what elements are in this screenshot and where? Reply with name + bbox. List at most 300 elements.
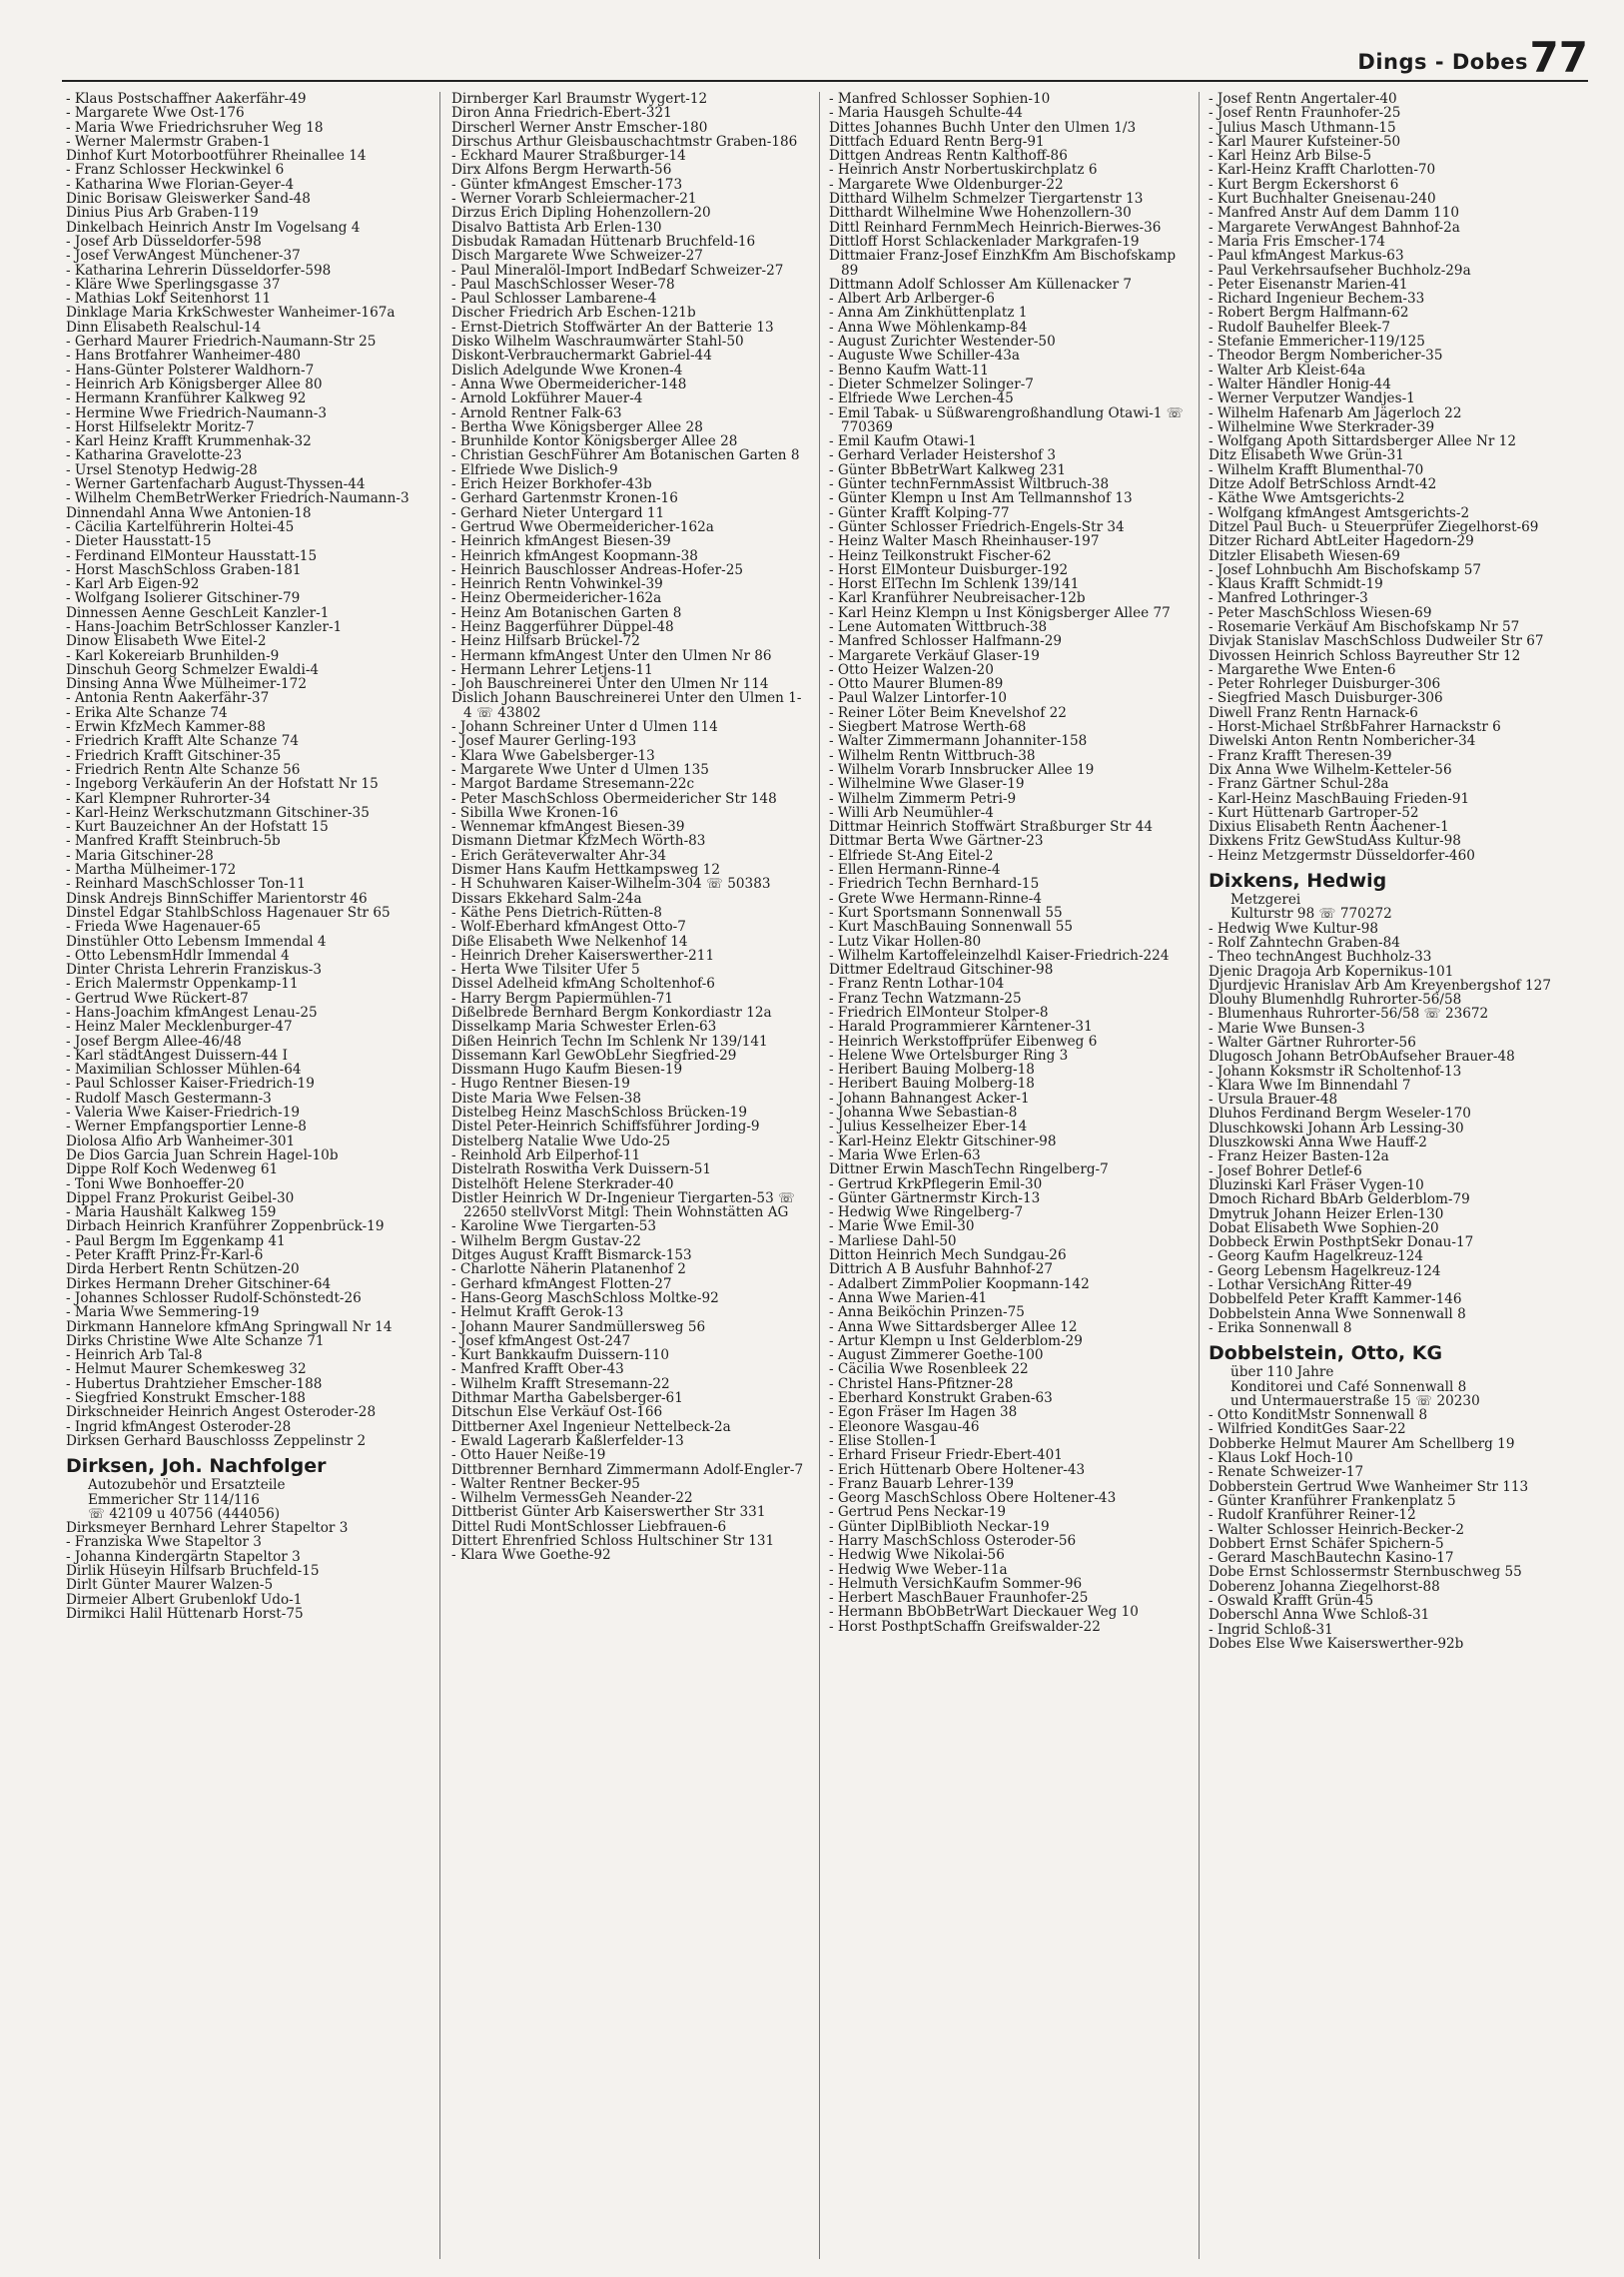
directory-entry: - Heribert Bauing Molberg-18 — [829, 1062, 1035, 1079]
directory-entry: - Margarete Wwe Unter d Ulmen 135 — [451, 761, 709, 778]
directory-entry: Dittes Johannes Buchh Unter den Ulmen 1/3 — [829, 119, 1137, 136]
directory-entry: - Margot Bardame Stresemann-22c — [451, 776, 695, 793]
directory-entry: Dissemann Karl GewObLehr Siegfried-29 — [451, 1047, 737, 1064]
directory-entry: Dirlt Günter Maurer Walzen-5 — [66, 1577, 274, 1594]
directory-entry: und Untermauerstraße 15 ☏ 20230 — [1230, 1392, 1480, 1409]
directory-entry: - Manfred Schlosser Sophien-10 — [829, 92, 1051, 107]
directory-entry: - Franz Krafft Theresen-39 — [1209, 747, 1392, 764]
column-divider — [1199, 92, 1200, 2259]
directory-entry: Dirksmeyer Bernhard Lehrer Stapeltor 3 — [66, 1520, 349, 1537]
directory-entry: - Robert Bergm Halfmann-62 — [1209, 305, 1409, 322]
directory-entry: - Rudolf Masch Gestermann-3 — [66, 1090, 272, 1107]
directory-entry: - Margarete Verkäuf Glaser-19 — [829, 647, 1040, 664]
directory-entry: - Marie Wwe Emil-30 — [829, 1218, 975, 1235]
directory-entry: Dinklage Maria KrkSchwester Wanheimer-167a — [66, 305, 396, 322]
directory-entry: - Josef Rentn Fraunhofer-25 — [1209, 105, 1401, 122]
directory-entry: - Werner Verputzer Wandjes-1 — [1209, 390, 1415, 407]
directory-entry: - Marie Wwe Bunsen-3 — [1209, 1020, 1365, 1037]
directory-entry: Dittert Ehrenfried Schloss Hultschiner Str 131 — [451, 1532, 775, 1549]
directory-entry: - Günter technFernmAssist Wiltbruch-38 — [829, 476, 1110, 493]
directory-entry: - Werner Malermstr Graben-1 — [66, 133, 272, 150]
directory-entry: - Brunhilde Kontor Königsberger Allee 28 — [451, 433, 738, 450]
directory-entry: - Franz Techn Watzmann-25 — [829, 990, 1022, 1007]
directory-entry: Dittberner Axel Ingenieur Nettelbeck-2a — [451, 1418, 731, 1435]
directory-entry: Dobberke Helmut Maurer Am Schellberg 19 — [1209, 1435, 1515, 1452]
directory-entry: - Wilhelm Vorarb Innsbrucker Allee 19 — [829, 761, 1095, 778]
directory-entry: - Otto Heizer Walzen-20 — [829, 661, 994, 678]
directory-entry: - Karl-Heinz Krafft Charlotten-70 — [1209, 162, 1436, 179]
directory-entry: - Georg Lebensm Hagelkreuz-124 — [1209, 1262, 1441, 1279]
directory-entry: - Christel Hans-Pfitzner-28 — [829, 1375, 1014, 1392]
directory-entry: - Auguste Wwe Schiller-43a — [829, 348, 1020, 365]
directory-column-4 — [1209, 92, 1564, 2259]
directory-entry: Ditton Heinrich Mech Sundgau-26 — [829, 1247, 1067, 1264]
directory-entry: - Anna Beiköchin Prinzen-75 — [829, 1304, 1025, 1321]
directory-entry: - Horst-Michael StrßbFahrer Harnackstr 6 — [1209, 719, 1501, 736]
directory-entry: Dirschus Arthur Gleisbauschachtmstr Graben-186 — [451, 133, 798, 150]
directory-entry: - Hans-Joachim kfmAngest Lenau-25 — [66, 1005, 318, 1021]
directory-entry: - Heinrich Bauschlosser Andreas-Hofer-25 — [451, 561, 743, 578]
directory-entry: - Wilhelm VermessGeh Neander-22 — [451, 1490, 693, 1507]
directory-entry: - Josef Bohrer Detlef-6 — [1209, 1162, 1362, 1179]
directory-entry: - Wolfgang Isolierer Gitschiner-79 — [66, 590, 301, 607]
directory-entry: - Sibilla Wwe Kronen-16 — [451, 804, 619, 821]
directory-entry: - Wilhelm Zimmerm Petri-9 — [829, 790, 1017, 807]
directory-entry: - Maria Gitschiner-28 — [66, 847, 214, 864]
directory-entry: Dittel Rudi MontSchlosser Liebfrauen-6 — [451, 1518, 727, 1535]
directory-entry: - Helmut Krafft Gerok-13 — [451, 1304, 624, 1321]
directory-entry: - Kurt Bergm Eckershorst 6 — [1209, 176, 1399, 193]
directory-entry: Dithmar Martha Gabelsberger-61 — [451, 1390, 683, 1407]
directory-entry: Djenic Dragoja Arb Kopernikus-101 — [1209, 963, 1454, 980]
directory-entry: - Friedrich Krafft Gitschiner-35 — [66, 747, 282, 764]
directory-entry: - Friedrich Techn Bernhard-15 — [829, 876, 1040, 893]
directory-entry: Disch Margarete Wwe Schweizer-27 — [451, 248, 703, 265]
directory-entry: Dippe Rolf Koch Wedenweg 61 — [66, 1161, 279, 1178]
directory-entry: Dirbach Heinrich Kranführer Zoppenbrück-19 — [66, 1218, 385, 1235]
directory-entry: - Wilfried KonditGes Saar-22 — [1209, 1421, 1406, 1438]
directory-entry: Dlouhy Blumenhdlg Ruhrorter-56/58 — [1209, 992, 1462, 1009]
directory-entry: - Bertha Wwe Königsberger Allee 28 — [451, 418, 703, 435]
directory-entry: - Josef VerwAngest Münchener-37 — [66, 248, 301, 265]
directory-entry: - Friedrich Krafft Alte Schanze 74 — [66, 733, 300, 750]
directory-entry: - Wolfgang kfmAngest Amtsgerichts-2 — [1209, 504, 1470, 521]
directory-entry: - Hans-Günter Polsterer Waldhorn-7 — [66, 362, 315, 379]
directory-entry: Diolosa Alfio Arb Wanheimer-301 — [66, 1133, 296, 1149]
directory-entry: - Georg MaschSchloss Obere Holtener-43 — [829, 1490, 1117, 1507]
directory-entry: Autozubehör und Ersatzteile — [88, 1477, 286, 1494]
directory-entry: - Käthe Pens Dietrich-Rütten-8 — [451, 904, 662, 921]
directory-entry: Dinschuh Georg Schmelzer Ewaldi-4 — [66, 661, 320, 678]
directory-entry: Dluhos Ferdinand Bergm Weseler-170 — [1209, 1106, 1471, 1123]
page-title: Dings - Dobes — [1357, 50, 1528, 74]
directory-entry: - Klaus Krafft Schmidt-19 — [1209, 576, 1383, 593]
directory-entry: - Erhard Friseur Friedr-Ebert-401 — [829, 1447, 1063, 1464]
directory-entry: Dinkelbach Heinrich Anstr Im Vogelsang 4 — [66, 219, 361, 236]
directory-entry: Dißen Heinrich Techn Im Schlenk Nr 139/141 — [451, 1033, 768, 1050]
directory-entry: - Manfred Schlosser Halfmann-29 — [829, 633, 1063, 650]
directory-entry: - Josef Arb Düsseldorfer-598 — [66, 233, 262, 250]
directory-entry: - Anna Wwe Sittardsberger Allee 12 — [829, 1318, 1078, 1335]
directory-entry: - Erwin KfzMech Kammer-88 — [66, 719, 266, 736]
directory-entry: - Hedwig Wwe Ringelberg-7 — [829, 1204, 1024, 1221]
directory-entry: - Walter Schlosser Heinrich-Becker-2 — [1209, 1521, 1464, 1538]
directory-entry: - Heinz Walter Masch Rheinhauser-197 — [829, 533, 1100, 550]
directory-entry: - Heinrich Arb Königsberger Allee 80 — [66, 376, 323, 392]
directory-entry: - Adalbert ZimmPolier Koopmann-142 — [829, 1275, 1090, 1292]
directory-entry: Diste Maria Wwe Felsen-38 — [451, 1090, 642, 1107]
directory-entry: - Manfred Krafft Steinbruch-5b — [66, 833, 281, 850]
directory-entry: - Wilhelmine Wwe Glaser-19 — [829, 776, 1025, 793]
directory-entry: Dinstel Edgar StahlbSchloss Hagenauer Str 65 — [66, 904, 391, 921]
directory-entry: - Klaus Postschaffner Aakerfähr-49 — [66, 92, 307, 107]
directory-entry: - Gertrud Wwe Rückert-87 — [66, 990, 249, 1007]
directory-entry: - Hermann Kranführer Kalkweg 92 — [66, 390, 307, 407]
directory-entry: - Johann Koksmstr iR Scholtenhof-13 — [1209, 1063, 1462, 1080]
directory-entry: Dislich Adelgunde Wwe Kronen-4 — [451, 362, 683, 379]
directory-entry: Dismer Hans Kaufm Hettkampsweg 12 — [451, 862, 720, 879]
directory-entry: - Günter DiplBiblioth Neckar-19 — [829, 1518, 1050, 1535]
directory-entry: Dismann Dietmar KfzMech Wörth-83 — [451, 833, 706, 850]
directory-entry: - Egon Fräser Im Hagen 38 — [829, 1404, 1018, 1421]
directory-entry: - Charlotte Näherin Platanenhof 2 — [451, 1261, 686, 1278]
directory-entry: - Karl-Heinz MaschBauing Frieden-91 — [1209, 790, 1470, 807]
directory-entry: - Christian GeschFührer Am Botanischen Garten 8 — [451, 447, 800, 464]
directory-entry: - Kurt Buchhalter Gneisenau-240 — [1209, 191, 1436, 208]
directory-entry: Dluzinski Karl Fräser Vygen-10 — [1209, 1176, 1424, 1193]
directory-entry: - Johann Bahnangest Acker-1 — [829, 1090, 1030, 1107]
directory-entry: Ditzel Paul Buch- u Steuerprüfer Ziegelhorst-69 — [1209, 518, 1539, 535]
directory-entry: - Wilhelm Krafft Stresemann-22 — [451, 1375, 670, 1392]
directory-entry: - Toni Wwe Bonhoeffer-20 — [66, 1175, 245, 1192]
directory-entry: - Lutz Vikar Hollen-80 — [829, 933, 982, 950]
directory-entry: - Elfriede St-Ang Eitel-2 — [829, 847, 994, 864]
directory-entry: Emmericher Str 114/116 — [88, 1491, 260, 1508]
directory-entry: - Günter Gärtnermstr Kirch-13 — [829, 1189, 1041, 1206]
directory-entry: Dirkmann Hannelore kfmAng Springwall Nr 14 — [66, 1318, 393, 1335]
directory-entry: - Theodor Bergm Nombericher-35 — [1209, 348, 1443, 365]
directory-entry: - Cäcilia Wwe Rosenbleek 22 — [829, 1361, 1029, 1378]
directory-entry: - Lene Automaten Wittbruch-38 — [829, 618, 1048, 635]
directory-entry: Ditschun Else Verkäuf Ost-166 — [451, 1404, 663, 1421]
column-divider — [819, 92, 820, 2259]
directory-entry: Divjak Stanislav MaschSchloss Dudweiler Str 67 — [1209, 633, 1544, 650]
directory-entry: - Günter BbBetrWart Kalkweg 231 — [829, 461, 1066, 478]
directory-entry: - Klaus Lokf Hoch-10 — [1209, 1450, 1353, 1467]
directory-entry: - Wolf-Eberhard kfmAngest Otto-7 — [451, 919, 686, 936]
directory-entry: Dix Anna Wwe Wilhelm-Ketteler-56 — [1209, 761, 1452, 778]
directory-entry: - Frieda Wwe Hagenauer-65 — [66, 919, 262, 936]
directory-entry: - Gerhard Verlader Heistershof 3 — [829, 447, 1056, 464]
directory-entry: - Peter Eisenanstr Marien-41 — [1209, 276, 1408, 293]
directory-entry: - Martha Mülheimer-172 — [66, 862, 237, 879]
directory-entry: - Siegbert Matrose Werth-68 — [829, 719, 1027, 736]
directory-entry: - Heinrich kfmAngest Biesen-39 — [451, 533, 671, 550]
directory-entry: Dittmar Berta Wwe Gärtner-23 — [829, 833, 1044, 850]
directory-entry: Disalvo Battista Arb Erlen-130 — [451, 219, 662, 236]
directory-entry: - Karl Kranführer Neubreisacher-12b — [829, 590, 1086, 607]
directory-entry: - Julius Kesselheizer Eber-14 — [829, 1119, 1028, 1136]
directory-entry: - Wilhelm Rentn Wittbruch-38 — [829, 747, 1036, 764]
directory-entry: Disko Wilhelm Waschraumwärter Stahl-50 — [451, 334, 744, 351]
directory-entry: - Heinz Metzgermstr Düsseldorfer-460 — [1209, 847, 1475, 864]
directory-entry: - Gertrud KrkPflegerin Emil-30 — [829, 1175, 1043, 1192]
directory-entry: Dixkens Fritz GewStudAss Kultur-98 — [1209, 833, 1461, 850]
directory-entry: - Siegfried Konstrukt Emscher-188 — [66, 1390, 306, 1407]
directory-entry: Distelrath Roswitha Verk Duissern-51 — [451, 1161, 712, 1178]
directory-entry: - Werner Empfangsportier Lenne-8 — [66, 1119, 307, 1136]
directory-entry: Dirmeier Albert Grubenlokf Udo-1 — [66, 1591, 303, 1608]
directory-entry: - Wilhelm Kartoffeleinzelhdl Kaiser-Friedrich-224 — [829, 947, 1170, 964]
directory-entry: Dobbeck Erwin PosthptSekr Donau-17 — [1209, 1234, 1474, 1251]
directory-entry: - Emil Tabak- u Süßwarengroßhandlung Otawi-1 ☏ 770369 — [829, 404, 1184, 435]
directory-entry: Ditthardt Wilhelmine Wwe Hohenzollern-30 — [829, 205, 1132, 222]
directory-entry: - Josef Bergm Allee-46/48 — [66, 1033, 242, 1050]
business-listing-heading: Dirksen, Joh. Nachfolger — [66, 1455, 327, 1478]
directory-entry: Discher Friedrich Arb Eschen-121b — [451, 305, 696, 322]
directory-entry: Dinter Christa Lehrerin Franziskus-3 — [66, 962, 322, 979]
directory-entry: - Walter Gärtner Ruhrorter-56 — [1209, 1035, 1416, 1051]
directory-entry: Dinstühler Otto Lebensm Immendal 4 — [66, 933, 327, 950]
directory-entry: - Kurt Bauzeichner An der Hofstatt 15 — [66, 819, 329, 836]
directory-entry: Diße Elisabeth Wwe Nelkenhof 14 — [451, 933, 688, 950]
directory-entry: - Josef kfmAngest Ost-247 — [451, 1332, 631, 1349]
directory-entry: - Stefanie Emmericher-119/125 — [1209, 334, 1425, 351]
directory-entry: - Karl Heinz Krafft Krummenhak-32 — [66, 433, 312, 450]
directory-entry: - Hans-Georg MaschSchloss Moltke-92 — [451, 1289, 719, 1306]
directory-entry: Metzgerei — [1230, 892, 1301, 909]
directory-entry: - Friedrich ElMonteur Stolper-8 — [829, 1005, 1049, 1021]
directory-entry: - Wilhelmine Wwe Sterkrader-39 — [1209, 418, 1435, 435]
directory-entry: - Josef Rentn Angertaler-40 — [1209, 92, 1397, 107]
directory-entry: Disselkamp Maria Schwester Erlen-63 — [451, 1019, 717, 1036]
directory-entry: - Benno Kaufm Watt-11 — [829, 362, 989, 379]
directory-entry: - Heinz Am Botanischen Garten 8 — [451, 604, 682, 621]
directory-entry: Dissel Adelheid kfmAng Scholtenhof-6 — [451, 976, 715, 993]
directory-entry: - Walter Händler Honig-44 — [1209, 376, 1391, 392]
directory-entry: - August Zurichter Westender-50 — [829, 334, 1056, 351]
directory-entry: - Horst ElTechn Im Schlenk 139/141 — [829, 576, 1080, 593]
directory-entry: - Karl-Heinz Werkschutzmann Gitschiner-35 — [66, 804, 370, 821]
directory-entry: Distel Peter-Heinrich Schiffsführer Jording-9 — [451, 1119, 760, 1136]
directory-entry: Diskont-Verbrauchermarkt Gabriel-44 — [451, 348, 712, 365]
directory-entry: - Katharina Wwe Florian-Geyer-4 — [66, 176, 295, 193]
directory-entry: - Heinrich kfmAngest Koopmann-38 — [451, 547, 698, 564]
directory-entry: - Helmut Maurer Schemkesweg 32 — [66, 1361, 307, 1378]
directory-entry: Dobbert Ernst Schäfer Spichern-5 — [1209, 1535, 1444, 1552]
directory-entry: - Erika Alte Schanze 74 — [66, 704, 228, 721]
directory-entry: Ditz Elisabeth Wwe Grün-31 — [1209, 447, 1404, 464]
directory-entry: - Maria Wwe Semmering-19 — [66, 1304, 260, 1321]
directory-entry: - Siegfried Masch Duisburger-306 — [1209, 690, 1443, 707]
directory-entry: - Hans-Joachim BetrSchlosser Kanzler-1 — [66, 618, 343, 635]
directory-entry: Dirzus Erich Dipling Hohenzollern-20 — [451, 205, 711, 222]
directory-entry: - Wilhelm ChemBetrWerker Friedrich-Naumann-3 — [66, 490, 409, 507]
directory-entry: - Lothar VersichAng Ritter-49 — [1209, 1277, 1412, 1294]
directory-entry: - Julius Masch Uthmann-15 — [1209, 119, 1396, 136]
directory-entry: Dmoch Richard BbArb Gelderblom-79 — [1209, 1191, 1470, 1208]
directory-entry: Dinnessen Aenne GeschLeit Kanzler-1 — [66, 604, 330, 621]
directory-entry: - Kurt Bankkaufm Duissern-110 — [451, 1347, 670, 1364]
directory-entry: Diwell Franz Rentn Harnack-6 — [1209, 704, 1418, 721]
directory-entry: Dittgen Andreas Rentn Kalthoff-86 — [829, 148, 1068, 165]
directory-entry: - Josef Maurer Gerling-193 — [451, 733, 637, 750]
directory-entry: Dirnberger Karl Braumstr Wygert-12 — [451, 92, 708, 107]
directory-column-2 — [451, 92, 807, 2259]
directory-entry: Divossen Heinrich Schloss Bayreuther Str 12 — [1209, 647, 1521, 664]
directory-entry: - Otto KonditMstr Sonnenwall 8 — [1209, 1407, 1428, 1424]
directory-entry: - Kurt MaschBauing Sonnenwall 55 — [829, 919, 1074, 936]
directory-entry: - Klara Wwe Goethe-92 — [451, 1547, 611, 1564]
directory-entry: Dissmann Hugo Kaufm Biesen-19 — [451, 1062, 683, 1079]
directory-entry: - Karoline Wwe Tiergarten-53 — [451, 1218, 657, 1235]
directory-entry: - Ferdinand ElMonteur Hausstatt-15 — [66, 547, 318, 564]
directory-entry: Dobat Elisabeth Wwe Sophien-20 — [1209, 1219, 1439, 1236]
directory-entry: - Reinhard MaschSchlosser Ton-11 — [66, 876, 306, 893]
directory-entry: - August Zimmerer Goethe-100 — [829, 1347, 1044, 1364]
directory-entry: - Karl städtAngest Duissern-44 I — [66, 1047, 288, 1064]
directory-entry: - Elfriede Wwe Lerchen-45 — [829, 390, 1014, 407]
directory-entry: Dirx Alfons Bergm Herwarth-56 — [451, 162, 672, 179]
directory-entry: - Margarethe Wwe Enten-6 — [1209, 661, 1396, 678]
directory-entry: Dirlik Hüseyin Hilfsarb Bruchfeld-15 — [66, 1562, 320, 1579]
directory-entry: Dinsk Andrejs BinnSchiffer Marientorstr 46 — [66, 890, 368, 907]
directory-entry: - Reinhold Arb Eilperhof-11 — [451, 1146, 641, 1163]
directory-entry: Dmytruk Johann Heizer Erlen-130 — [1209, 1205, 1444, 1222]
directory-entry: Ditze Adolf BetrSchloss Arndt-42 — [1209, 476, 1437, 493]
directory-entry: - Otto LebensmHdlr Immendal 4 — [66, 947, 290, 964]
directory-entry: - Paul Schlosser Kaiser-Friedrich-19 — [66, 1076, 315, 1093]
directory-entry: - Karl Heinz Arb Bilse-5 — [1209, 148, 1372, 165]
directory-entry: - Harry Bergm Papiermühlen-71 — [451, 990, 673, 1007]
directory-entry: - Paul Mineralöl-Import IndBedarf Schweizer-27 — [451, 262, 784, 279]
directory-entry: - Arnold Lokführer Mauer-4 — [451, 390, 643, 407]
directory-entry: - Wilhelm Hafenarb Am Jägerloch 22 — [1209, 404, 1462, 421]
directory-entry: Dittbrenner Bernhard Zimmermann Adolf-Engler-7 — [451, 1461, 804, 1478]
directory-entry: Djurdjevic Hranislav Arb Am Kreyenbergshof 127 — [1209, 977, 1551, 994]
directory-entry: Dittberist Günter Arb Kaiserswerther Str 331 — [451, 1504, 766, 1521]
directory-entry: - Gerhard Gartenmstr Kronen-16 — [451, 490, 678, 507]
directory-entry: Dobes Else Wwe Kaiserswerther-92b — [1209, 1635, 1464, 1652]
directory-entry: - Rudolf Bauhelfer Bleek-7 — [1209, 319, 1391, 336]
page-number: 77 — [1529, 33, 1588, 82]
directory-entry: - Antonia Rentn Aakerfähr-37 — [66, 690, 270, 707]
directory-entry: Dittner Erwin MaschTechn Ringelberg-7 — [829, 1161, 1109, 1178]
directory-entry: - Heinrich Werkstoffprüfer Eibenweg 6 — [829, 1033, 1098, 1050]
directory-entry: - Maria Hausgeh Schulte-44 — [829, 105, 1023, 122]
directory-entry: - Heinz Maler Mecklenburger-47 — [66, 1019, 293, 1036]
directory-entry: - Eleonore Wasgau-46 — [829, 1418, 980, 1435]
directory-entry: - Paul Verkehrsaufseher Buchholz-29a — [1209, 262, 1471, 279]
directory-entry: - Maria Haushält Kalkweg 159 — [66, 1204, 277, 1221]
directory-entry: - Anna Wwe Marien-41 — [829, 1289, 988, 1306]
directory-entry: - H Schuhwaren Kaiser-Wilhelm-304 ☏ 50383 — [451, 876, 771, 893]
directory-entry: Dißelbrede Bernhard Bergm Konkordiastr 12a — [451, 1005, 772, 1021]
business-listing-heading: Dobbelstein, Otto, KG — [1209, 1342, 1443, 1365]
directory-entry: - Emil Kaufm Otawi-1 — [829, 433, 977, 450]
directory-entry: Dixius Elisabeth Rentn Aachener-1 — [1209, 819, 1449, 836]
directory-entry: - Hugo Rentner Biesen-19 — [451, 1076, 630, 1093]
directory-column-1 — [66, 92, 421, 2259]
directory-entry: - Anna Wwe Möhlenkamp-84 — [829, 319, 1028, 336]
directory-entry: - Herbert MaschBauer Fraunhofer-25 — [829, 1590, 1089, 1607]
directory-entry: - Karl Arb Eigen-92 — [66, 576, 200, 593]
directory-entry: - Reiner Löter Beim Knevelshof 22 — [829, 704, 1067, 721]
directory-entry: - Karl Klempner Ruhrorter-34 — [66, 790, 271, 807]
directory-entry: - Heinz Hilfsarb Brückel-72 — [451, 633, 640, 650]
directory-entry: - Gertrud Pens Neckar-19 — [829, 1504, 1006, 1521]
directory-entry: Dinhof Kurt Motorbootführer Rheinallee 14 — [66, 148, 367, 165]
directory-entry: - Oswald Krafft Grün-45 — [1209, 1592, 1374, 1609]
directory-entry: - Hermann Lehrer Letjens-11 — [451, 661, 653, 678]
directory-entry: Ditthard Wilhelm Schmelzer Tiergartenstr 13 — [829, 191, 1144, 208]
directory-entry: - Hubertus Drahtzieher Emscher-188 — [66, 1375, 323, 1392]
directory-entry: - Heinrich Rentn Vohwinkel-39 — [451, 576, 663, 593]
directory-entry: Dinic Borisaw Gleiswerker Sand-48 — [66, 191, 311, 208]
directory-entry: - Friedrich Rentn Alte Schanze 56 — [66, 761, 301, 778]
directory-entry: - Franziska Wwe Stapeltor 3 — [66, 1534, 262, 1551]
directory-entry: über 110 Jahre — [1230, 1364, 1334, 1381]
directory-entry: - Johannes Schlosser Rudolf-Schönstedt-26 — [66, 1289, 362, 1306]
directory-entry: - Renate Schweizer-17 — [1209, 1464, 1364, 1481]
directory-entry: - Horst ElMonteur Duisburger-192 — [829, 561, 1069, 578]
directory-entry: - Georg Kaufm Hagelkreuz-124 — [1209, 1248, 1424, 1265]
directory-entry: - Franz Rentn Lothar-104 — [829, 976, 1005, 993]
directory-entry: - Artur Klempn u Inst Gelderblom-29 — [829, 1332, 1083, 1349]
directory-entry: - Walter Rentner Becker-95 — [451, 1475, 640, 1492]
directory-entry: - Katharina Gravelotte-23 — [66, 447, 243, 464]
directory-entry: - Günter kfmAngest Emscher-173 — [451, 176, 683, 193]
directory-entry: Dluszkowski Anna Wwe Hauff-2 — [1209, 1135, 1427, 1151]
directory-entry: - Peter MaschSchloss Wiesen-69 — [1209, 604, 1432, 621]
directory-entry: Disbudak Ramadan Hüttenarb Bruchfeld-16 — [451, 233, 756, 250]
directory-entry: - Franz Gärtner Schul-28a — [1209, 776, 1389, 793]
directory-entry: Dirda Herbert Rentn Schützen-20 — [66, 1261, 300, 1278]
directory-entry: - Franz Bauarb Lehrer-139 — [829, 1475, 1015, 1492]
directory-entry: - Kläre Wwe Sperlingsgasse 37 — [66, 276, 281, 293]
directory-entry: - Blumenhaus Ruhrorter-56/58 ☏ 23672 — [1209, 1006, 1489, 1023]
directory-entry: - Ingeborg Verkäuferin An der Hofstatt Nr 15 — [66, 776, 379, 793]
directory-entry: Ditges August Krafft Bismarck-153 — [451, 1247, 692, 1264]
directory-entry: Dislich Johann Bauschreinerei Unter den Ulmen 1-4 ☏ 43802 — [451, 690, 802, 721]
directory-entry: - Paul Schlosser Lambarene-4 — [451, 291, 657, 308]
directory-entry: Dlugosch Johann BetrObAufseher Brauer-48 — [1209, 1049, 1515, 1066]
directory-entry: - Eberhard Konstrukt Graben-63 — [829, 1390, 1053, 1407]
directory-entry: - Wilhelm Bergm Gustav-22 — [451, 1232, 641, 1249]
directory-entry: - Albert Arb Arlberger-6 — [829, 291, 995, 308]
directory-entry: - Erich Heizer Borkhofer-43b — [451, 476, 652, 493]
directory-entry: Dittmaier Franz-Josef EinzhKfm Am Bischofskamp 89 — [829, 248, 1177, 279]
directory-entry: - Maria Wwe Erlen-63 — [829, 1146, 981, 1163]
directory-entry: Dirks Christine Wwe Alte Schanze 71 — [66, 1332, 325, 1349]
directory-entry: - Ingrid Schloß-31 — [1209, 1621, 1333, 1638]
directory-entry: - Hedwig Wwe Kultur-98 — [1209, 920, 1379, 937]
directory-entry: - Erich Malermstr Oppenkamp-11 — [66, 976, 299, 993]
directory-entry: - Karl Kokereiarb Brunhilden-9 — [66, 647, 280, 664]
directory-entry: - Gertrud Wwe Obermeidericher-162a — [451, 518, 714, 535]
directory-entry: - Gerhard kfmAngest Flotten-27 — [451, 1275, 672, 1292]
directory-entry: - Johanna Wwe Sebastian-8 — [829, 1105, 1018, 1122]
directory-entry: - Cäcilia Kartelführerin Holtei-45 — [66, 518, 295, 535]
directory-entry: - Heinz Teilkonstrukt Fischer-62 — [829, 547, 1052, 564]
directory-entry: Distler Heinrich W Dr-Ingenieur Tiergarten-53 ☏ 22650 stellvVorst Mitgl: Thein Wohnstätten AG — [451, 1189, 796, 1221]
directory-entry: - Rolf Zahntechn Graben-84 — [1209, 934, 1400, 951]
directory-entry: - Ingrid kfmAngest Osteroder-28 — [66, 1418, 292, 1435]
directory-entry: Ditzler Elisabeth Wiesen-69 — [1209, 547, 1400, 564]
directory-entry: - Wilhelm Krafft Blumenthal-70 — [1209, 461, 1424, 478]
directory-entry: Dinow Elisabeth Wwe Eitel-2 — [66, 633, 267, 650]
directory-entry: - Arnold Rentner Falk-63 — [451, 404, 622, 421]
